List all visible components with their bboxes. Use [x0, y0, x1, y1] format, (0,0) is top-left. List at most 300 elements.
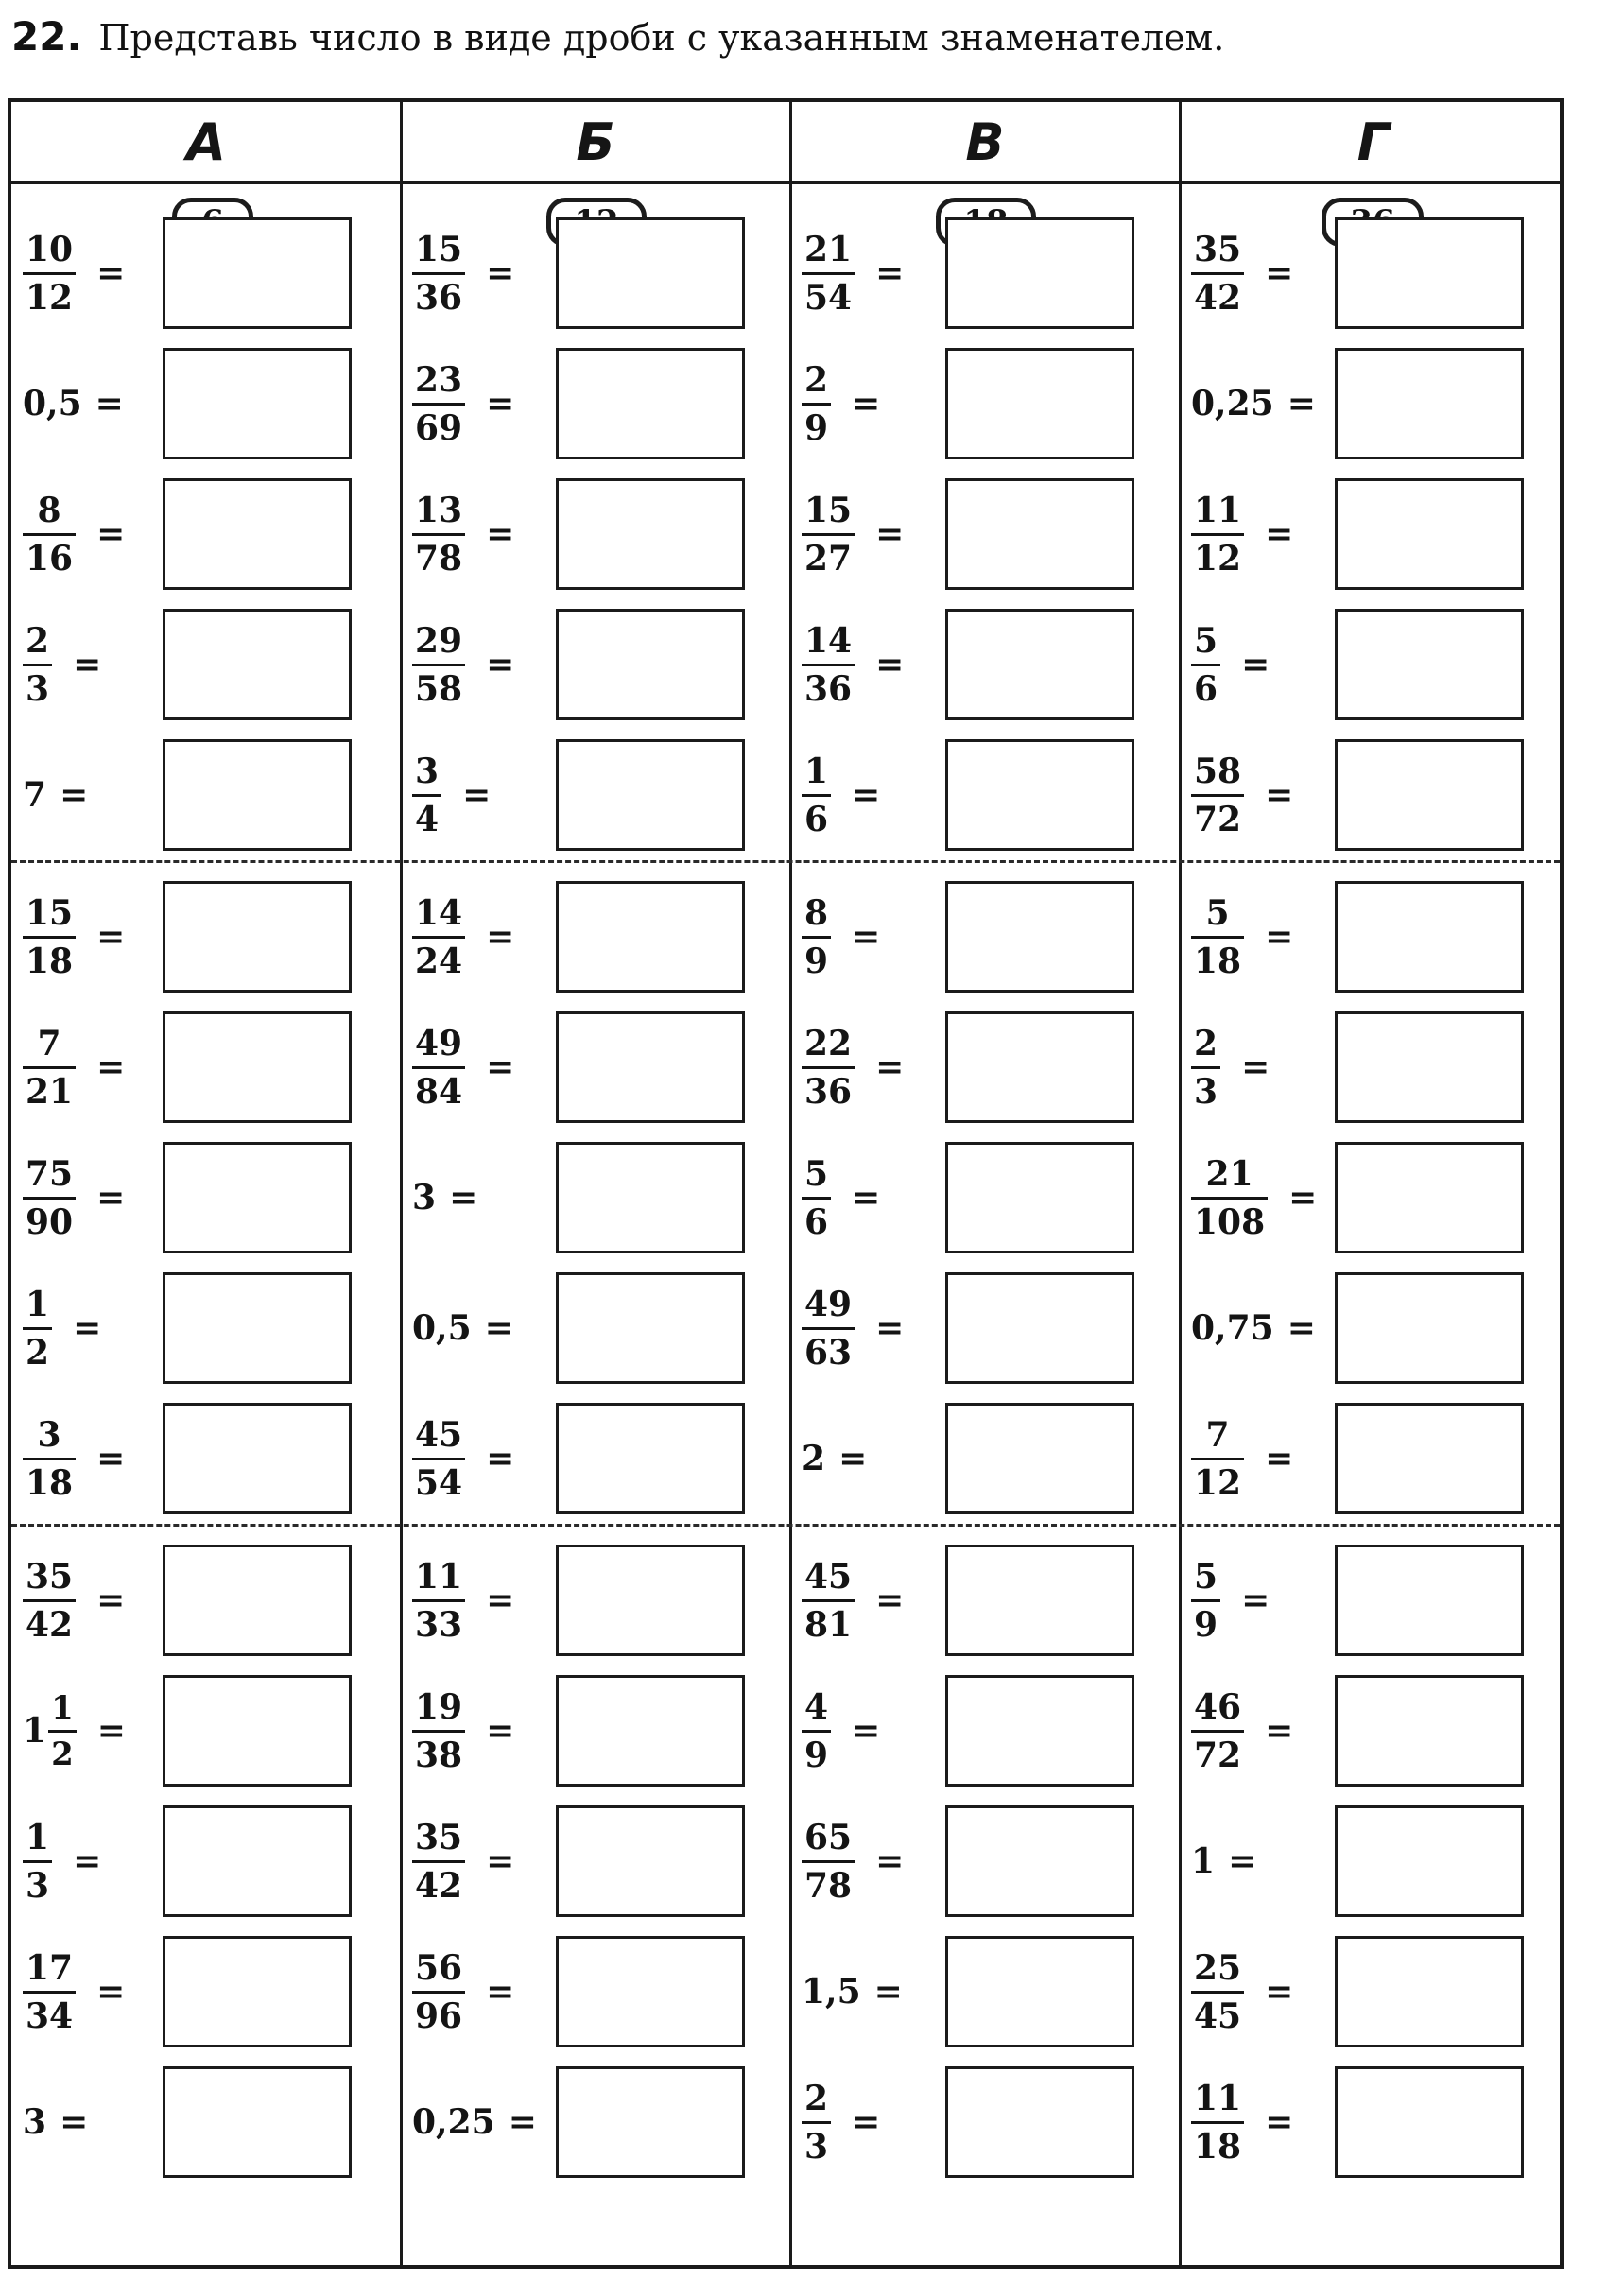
numerator: 10 [26, 229, 74, 269]
numerator: 2 [804, 2078, 829, 2118]
fraction [412, 892, 465, 981]
answer-box[interactable] [556, 1675, 745, 1787]
fraction [1191, 1556, 1220, 1645]
answer-box[interactable] [945, 1011, 1134, 1123]
denominator: 18 [1191, 2121, 1244, 2164]
expression [802, 894, 880, 979]
equals-sign: = [1287, 384, 1316, 423]
answer-box[interactable] [1335, 1545, 1524, 1656]
task-instruction: Представь число в виде дроби с указанным знаменателем. [98, 17, 1225, 59]
numerator: 25 [1194, 1947, 1242, 1988]
numerator: 5 [1205, 892, 1230, 933]
answer-box[interactable] [1335, 1805, 1524, 1917]
numerator: 75 [26, 1153, 74, 1194]
numerator: 35 [26, 1556, 74, 1597]
equals-sign: = [96, 1178, 126, 1218]
answer-box[interactable] [556, 739, 745, 851]
equals-sign: = [1288, 1178, 1318, 1218]
numerator: 17 [26, 1947, 74, 1988]
answer-box[interactable] [163, 2066, 352, 2178]
numerator: 5 [804, 1153, 829, 1194]
answer-box[interactable] [1335, 217, 1524, 329]
answer-box[interactable] [163, 348, 352, 459]
equals-sign: = [852, 1178, 881, 1218]
expression [412, 1558, 514, 1643]
expression [23, 2080, 88, 2165]
answer-box[interactable] [1335, 609, 1524, 720]
equals-sign: = [486, 1580, 515, 1620]
answer-box[interactable] [556, 1805, 745, 1917]
numerator: 13 [415, 490, 463, 530]
fraction [23, 490, 76, 579]
answer-box[interactable] [945, 1936, 1134, 2047]
denominator: 9 [802, 936, 831, 978]
expression [23, 752, 88, 838]
answer-box[interactable] [556, 1403, 745, 1514]
expression [23, 1025, 125, 1110]
number-value: 7 [23, 775, 47, 815]
answer-box[interactable] [945, 1805, 1134, 1917]
answer-box[interactable] [556, 1272, 745, 1384]
fraction [23, 229, 76, 318]
equals-sign: = [875, 514, 905, 554]
denominator: 72 [1191, 794, 1244, 837]
number-value: 3 [23, 2102, 47, 2142]
equals-sign: = [486, 645, 515, 684]
numerator: 1 [26, 1284, 50, 1324]
expression [412, 492, 514, 577]
denominator: 9 [1191, 1599, 1220, 1642]
expression [23, 1155, 125, 1240]
equals-sign: = [484, 1308, 513, 1348]
expression [23, 1819, 101, 1904]
denominator: 84 [412, 1066, 465, 1109]
fraction [1191, 751, 1244, 839]
answer-box[interactable] [556, 1142, 745, 1253]
fraction [412, 490, 465, 579]
answer-box[interactable] [556, 348, 745, 459]
denominator: 78 [802, 1860, 855, 1903]
numerator: 3 [37, 1414, 61, 1455]
numerator: 23 [415, 359, 463, 400]
answer-box[interactable] [945, 217, 1134, 329]
fraction [23, 1414, 76, 1503]
numerator: 3 [415, 751, 440, 791]
expression [1191, 1819, 1256, 1904]
answer-box[interactable] [163, 739, 352, 851]
numerator: 8 [804, 892, 829, 933]
denominator: 96 [412, 1991, 465, 2033]
numerator: 49 [804, 1284, 853, 1324]
denominator: 54 [802, 272, 855, 315]
answer-box[interactable] [556, 1011, 745, 1123]
expression [412, 1949, 514, 2034]
numerator: 14 [804, 620, 853, 661]
expression [802, 1025, 904, 1110]
equals-sign: = [73, 1841, 102, 1881]
answer-box[interactable] [1335, 2066, 1524, 2178]
expression [802, 1286, 904, 1371]
numerator: 15 [804, 490, 853, 530]
task-title [11, 13, 1224, 60]
fraction [23, 1023, 76, 1112]
column-divider [1179, 102, 1182, 2265]
expression [802, 1558, 904, 1643]
fraction [412, 1947, 465, 2036]
numerator: 2 [26, 620, 50, 661]
answer-box[interactable] [163, 1936, 352, 2047]
denominator: 36 [412, 272, 465, 315]
numerator: 49 [415, 1023, 463, 1063]
fraction [1191, 620, 1220, 709]
numerator: 14 [415, 892, 463, 933]
answer-box[interactable] [945, 1403, 1134, 1514]
equals-sign: = [96, 917, 126, 957]
column-header: Б [576, 112, 615, 172]
equals-sign: = [96, 514, 126, 554]
denominator: 3 [802, 2121, 831, 2164]
denominator: 12 [1191, 533, 1244, 576]
expression [23, 1949, 125, 2034]
denominator: 69 [412, 403, 465, 445]
answer-box[interactable] [945, 2066, 1134, 2178]
expression [412, 1688, 514, 1773]
equals-sign: = [486, 917, 515, 957]
expression [802, 1688, 880, 1773]
denominator: 38 [412, 1730, 465, 1772]
fraction [23, 620, 52, 709]
answer-box[interactable] [1335, 1675, 1524, 1787]
numerator: 29 [415, 620, 463, 661]
equals-sign: = [73, 1308, 102, 1348]
denominator: 18 [23, 1458, 76, 1500]
numerator: 11 [1194, 2078, 1242, 2118]
numerator: 22 [804, 1023, 853, 1063]
denominator: 58 [412, 664, 465, 706]
answer-box[interactable] [163, 1805, 352, 1917]
expression [23, 231, 125, 316]
expression [412, 231, 514, 316]
answer-box[interactable] [1335, 1142, 1524, 1253]
answer-box[interactable] [163, 881, 352, 993]
answer-box[interactable] [163, 1142, 352, 1253]
equals-sign: = [838, 1439, 868, 1478]
denominator: 16 [23, 533, 76, 576]
numerator: 8 [37, 490, 61, 530]
answer-box[interactable] [945, 1142, 1134, 1253]
fraction [802, 1817, 855, 1906]
denominator: 27 [802, 533, 855, 576]
equals-sign: = [486, 384, 515, 423]
equals-sign: = [1265, 514, 1294, 554]
equals-sign: = [96, 1711, 126, 1751]
fraction [802, 490, 855, 579]
fraction [412, 751, 441, 839]
answer-box[interactable] [163, 478, 352, 590]
expression [23, 894, 125, 979]
fraction [23, 1947, 76, 2036]
fraction [802, 1686, 831, 1775]
expression [1191, 1949, 1293, 2034]
denominator: 63 [802, 1327, 855, 1370]
answer-box[interactable] [1335, 478, 1524, 590]
denominator: 90 [23, 1197, 76, 1239]
expression [23, 1688, 126, 1773]
fraction [802, 2078, 831, 2167]
denominator: 108 [1191, 1197, 1268, 1239]
equals-sign: = [486, 514, 515, 554]
denominator: 42 [412, 1860, 465, 1903]
column-divider [789, 102, 792, 2265]
answer-box[interactable] [556, 1545, 745, 1656]
number-value: 0,75 [1191, 1308, 1274, 1348]
equals-sign: = [1265, 775, 1294, 815]
answer-box[interactable] [945, 1272, 1134, 1384]
equals-sign: = [875, 1841, 905, 1881]
fraction [412, 359, 465, 448]
equals-sign: = [1228, 1841, 1257, 1881]
fraction [802, 229, 855, 318]
expression [802, 1949, 903, 2034]
numerator: 58 [1194, 751, 1242, 791]
expression [802, 492, 904, 577]
equals-sign: = [96, 253, 126, 293]
expression [1191, 231, 1293, 316]
expression [412, 752, 491, 838]
equals-sign: = [875, 1308, 905, 1348]
fraction [802, 1284, 855, 1373]
numerator: 1 [51, 1688, 74, 1727]
answer-box[interactable] [945, 609, 1134, 720]
fraction [1191, 2078, 1244, 2167]
equals-sign: = [462, 775, 492, 815]
expression [412, 1819, 514, 1904]
equals-sign: = [1287, 1308, 1316, 1348]
answer-box[interactable] [556, 881, 745, 993]
denominator: 12 [23, 272, 76, 315]
expression [412, 1286, 513, 1371]
fraction [23, 892, 76, 981]
denominator: 54 [412, 1458, 465, 1500]
equals-sign: = [1265, 1972, 1294, 2012]
fraction [802, 620, 855, 709]
numerator: 11 [1194, 490, 1242, 530]
section-divider [11, 1524, 1560, 1527]
answer-box[interactable] [556, 217, 745, 329]
fraction [802, 1023, 855, 1112]
expression [23, 492, 125, 577]
equals-sign: = [508, 2102, 537, 2142]
answer-box[interactable] [1335, 1011, 1524, 1123]
number-value: 0,25 [1191, 384, 1274, 423]
denominator: 24 [412, 936, 465, 978]
answer-box[interactable] [163, 1403, 352, 1514]
numerator: 11 [415, 1556, 463, 1597]
answer-box[interactable] [1335, 348, 1524, 459]
fraction [1191, 1686, 1244, 1775]
number-value: 2 [802, 1439, 826, 1478]
numerator: 15 [415, 229, 463, 269]
denominator: 18 [1191, 936, 1244, 978]
numerator: 65 [804, 1817, 853, 1857]
denominator: 21 [23, 1066, 76, 1109]
numerator: 45 [415, 1414, 463, 1455]
answer-box[interactable] [945, 1675, 1134, 1787]
answer-box[interactable] [556, 2066, 745, 2178]
expression [1191, 1688, 1293, 1773]
expression [1191, 1155, 1317, 1240]
numerator: 21 [1205, 1153, 1253, 1194]
answer-box[interactable] [945, 1545, 1134, 1656]
number-value: 1 [1191, 1841, 1216, 1881]
numerator: 15 [26, 892, 74, 933]
expression [802, 1819, 904, 1904]
equals-sign: = [1265, 2102, 1294, 2142]
expression [412, 2080, 537, 2165]
equals-sign: = [1241, 1580, 1270, 1620]
numerator: 5 [1194, 1556, 1218, 1597]
numerator: 7 [1205, 1414, 1230, 1455]
equals-sign: = [486, 1972, 515, 2012]
expression [23, 361, 124, 446]
denominator: 2 [23, 1327, 52, 1370]
equals-sign: = [96, 1972, 126, 2012]
equals-sign: = [486, 1841, 515, 1881]
expression [1191, 1286, 1316, 1371]
answer-box[interactable] [163, 1675, 352, 1787]
expression [802, 2080, 880, 2165]
equals-sign: = [875, 253, 905, 293]
answer-box[interactable] [163, 1545, 352, 1656]
answer-box[interactable] [163, 217, 352, 329]
answer-box[interactable] [1335, 1272, 1524, 1384]
mixed-number [23, 1688, 77, 1773]
numerator: 7 [37, 1023, 61, 1063]
denominator: 12 [1191, 1458, 1244, 1500]
number-value: 1,5 [802, 1972, 861, 2012]
fraction [412, 1414, 465, 1503]
answer-box[interactable] [945, 881, 1134, 993]
denominator: 45 [1191, 1991, 1244, 2033]
answer-box[interactable] [945, 739, 1134, 851]
equals-sign: = [873, 1972, 903, 2012]
number-value: 0,25 [412, 2102, 495, 2142]
fraction [1191, 229, 1244, 318]
equals-sign: = [449, 1178, 478, 1218]
numerator: 19 [415, 1686, 463, 1727]
expression [1191, 1416, 1293, 1501]
expression [802, 1416, 867, 1501]
denominator: 36 [802, 664, 855, 706]
answer-box[interactable] [1335, 739, 1524, 851]
expression [802, 1155, 880, 1240]
answer-box[interactable] [1335, 1403, 1524, 1514]
fraction [23, 1556, 76, 1645]
answer-box[interactable] [556, 609, 745, 720]
fraction [412, 1023, 465, 1112]
fraction [1191, 1947, 1244, 2036]
equals-sign: = [486, 253, 515, 293]
denominator: 2 [48, 1730, 77, 1770]
denominator: 34 [23, 1991, 76, 2033]
equals-sign: = [1265, 253, 1294, 293]
equals-sign: = [1265, 1439, 1294, 1478]
denominator: 9 [802, 1730, 831, 1772]
equals-sign: = [875, 1580, 905, 1620]
equals-sign: = [96, 1439, 126, 1478]
answer-box[interactable] [163, 609, 352, 720]
equals-sign: = [852, 917, 881, 957]
denominator: 3 [23, 1860, 52, 1903]
fraction [802, 1153, 831, 1242]
equals-sign: = [852, 2102, 881, 2142]
fraction [412, 1686, 465, 1775]
expression [1191, 894, 1293, 979]
expression [23, 1416, 125, 1501]
answer-box[interactable] [945, 478, 1134, 590]
number-value: 3 [412, 1178, 437, 1218]
header-separator [11, 181, 1560, 184]
expression [23, 1558, 125, 1643]
denominator: 3 [23, 664, 52, 706]
equals-sign: = [96, 1580, 126, 1620]
denominator: 4 [412, 794, 441, 837]
fraction [802, 892, 831, 981]
numerator: 4 [804, 1686, 829, 1727]
answer-box[interactable] [163, 1011, 352, 1123]
fraction [1191, 1023, 1220, 1112]
expression [412, 1155, 477, 1240]
expression [1191, 752, 1293, 838]
column-header: Г [1356, 112, 1391, 172]
expression [412, 622, 514, 707]
answer-box[interactable] [945, 348, 1134, 459]
equals-sign: = [95, 384, 124, 423]
answer-box[interactable] [163, 1272, 352, 1384]
numerator: 35 [415, 1817, 463, 1857]
denominator: 72 [1191, 1730, 1244, 1772]
expression [1191, 492, 1293, 577]
answer-box[interactable] [1335, 1936, 1524, 2047]
expression [412, 361, 514, 446]
expression [802, 361, 880, 446]
column-divider [400, 102, 403, 2265]
answer-box[interactable] [556, 478, 745, 590]
numerator: 2 [804, 359, 829, 400]
denominator: 3 [1191, 1066, 1220, 1109]
fraction [1191, 1414, 1244, 1503]
fraction [48, 1688, 77, 1773]
column-header: А [186, 112, 226, 172]
answer-box[interactable] [556, 1936, 745, 2047]
fraction [802, 751, 831, 839]
equals-sign: = [852, 384, 881, 423]
numerator: 46 [1194, 1686, 1242, 1727]
denominator: 6 [802, 794, 831, 837]
answer-box[interactable] [1335, 881, 1524, 993]
whole-part: 1 [23, 1711, 47, 1751]
fraction [23, 1284, 52, 1373]
numerator: 21 [804, 229, 853, 269]
fraction [1191, 490, 1244, 579]
equals-sign: = [486, 1711, 515, 1751]
fraction [802, 359, 831, 448]
numerator: 45 [804, 1556, 853, 1597]
expression [802, 752, 880, 838]
expression [1191, 1558, 1270, 1643]
equals-sign: = [486, 1047, 515, 1087]
equals-sign: = [1265, 1711, 1294, 1751]
